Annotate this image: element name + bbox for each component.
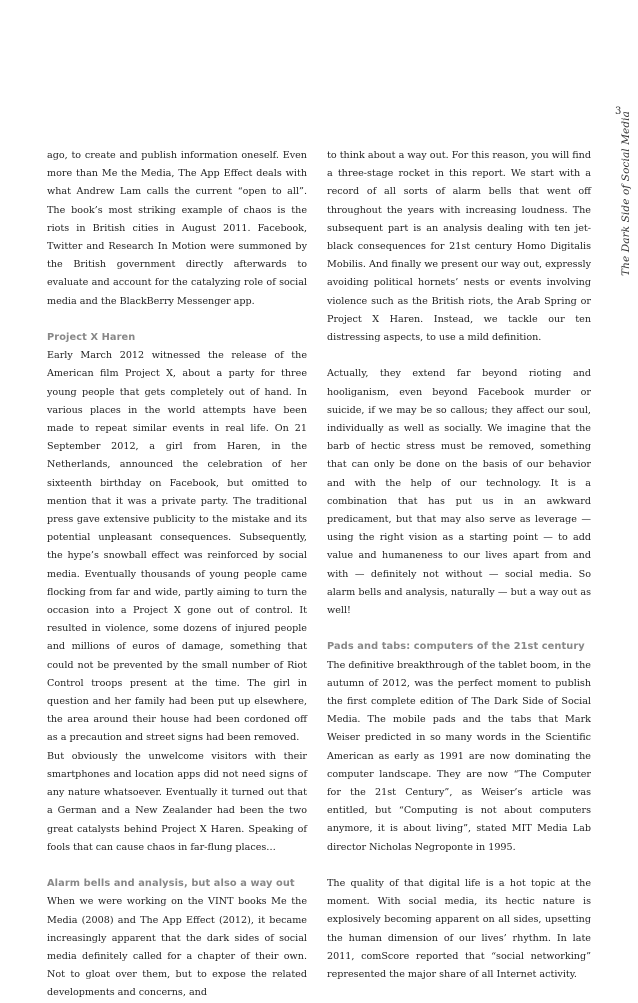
left-column [47, 147, 307, 1003]
hooliganism-paragraph: Actually, they extend far beyond rioting and hooliganism, even beyond Facebook murder or suicide, if we may be so callous; they affect our soul, individually as well as socially. We imagine that the barb of hectic stress must be removed, something that can only be done on the basis of our behavior and with the help of our technology. It is a combination that has put us in an awkward predicament, but that may also serve as leverage — using the right vision as a starting point — to add value and humaneness to our lives apart from and with — definitely not without — social media. So alarm bells and analysis, naturally — but a way out as well! [327, 368, 591, 617]
section-heading-project-x: Project X Haren [47, 332, 136, 344]
running-head [620, 111, 634, 276]
page-number: 3 [615, 106, 622, 117]
running-head-text: The Dark Side of Social Media [620, 111, 632, 276]
intro-paragraph: ago, to create and publish information oneself. Even more than Me the Media, The App Effect deals with what Andrew Lam calls the current “open to all”. The book’s most striking example of chaos is the riots in British cities in August 2011. Facebook, Twitter and Research In Motion were summoned by the British government directly afterwards to evaluate and account for the catalyzing role of social media and the BlackBerry Messenger app. [47, 150, 307, 307]
way-out-paragraph: to think about a way out. For this reason, you will find a three-stage rocket in this report. We start with a record of all sorts of alarm bells that went off throughout the years with increasing loudness. The subsequent part is an analysis dealing with ten jet-black consequences for 21st century Homo Digitalis Mobilis. And finally we present our way out, expressly avoiding political hornets’ nests or events involving violence such as the British riots, the Arab Spring or Project X Haren. Instead, we tackle our ten distressing aspects, to use a mild definition. [327, 150, 591, 344]
section-heading-alarm-bells: Alarm bells and analysis, but also a way out [47, 878, 295, 890]
project-x-paragraph-1: Early March 2012 witnessed the release of the American film Project X, about a party for three young people that gets completely out of hand. In various places in the world attempts have been made to repeat similar events in real life. On 21 September 2012, a girl from Haren, in the Netherlands, announced the celebration of her sixteenth birthday on Facebook, but omitted to mention that it was a private party. The traditional press gave extensive publicity to the mistake and its potential unpleasant consequences. Subsequently, the hype’s snowball effect was reinforced by social media. Eventually thousands of young people came flocking from far and wide, partly aiming to turn the occasion into a Project X gone out of control. It resulted in violence, some dozens of injured people and millions of euros of damage, something that could not be prevented by the small number of Riot Control troops present at the time. The girl in question and her family had been put up elsewhere, the area around their house had been cordoned off as a precaution and street signs had been removed. [47, 350, 307, 744]
project-x-paragraph-2: But obviously the unwelcome visitors with their smartphones and location apps did not need signs of any nature whatsoever. Eventually it turned out that a German and a New Zealander had been the two great catalysts behind Project X Haren. Speaking of fools that can cause chaos in far-flung places… [47, 750, 307, 853]
section-heading-pads-and-tabs: Pads and tabs: computers of the 21st century [327, 641, 585, 653]
alarm-bells-paragraph: When we were working on the VINT books Me the Media (2008) and The App Effect (2012), it became increasingly apparent that the dark sides of social media definitely called for a chapter of their own. Not to gloat over them, but to expose the related developments and concerns, and [47, 896, 307, 999]
digital-life-paragraph: The quality of that digital life is a hot topic at the moment. With social media, its hectic nature is explosively becoming apparent on all sides, upsetting the human dimension of our lives’ rhythm. In late 2011, comScore reported that “social networking” represented the major share of all Internet activity. [327, 878, 591, 981]
tablet-boom-paragraph: The definitive breakthrough of the tablet boom, in the autumn of 2012, was the perfect moment to publish the first complete edition of The Dark Side of Social Media. The mobile pads and the tabs that Mark Weiser predicted in so many words in the Scientific American as early as 1991 are now dominating the computer landscape. They are now “The Computer for the 21st Century”, as Weiser’s article was entitled, but “Computing is not about computers anymore, it is about living”, stated MIT Media Lab director Nicholas Negroponte in 1995. [327, 659, 591, 853]
right-column [327, 147, 591, 984]
